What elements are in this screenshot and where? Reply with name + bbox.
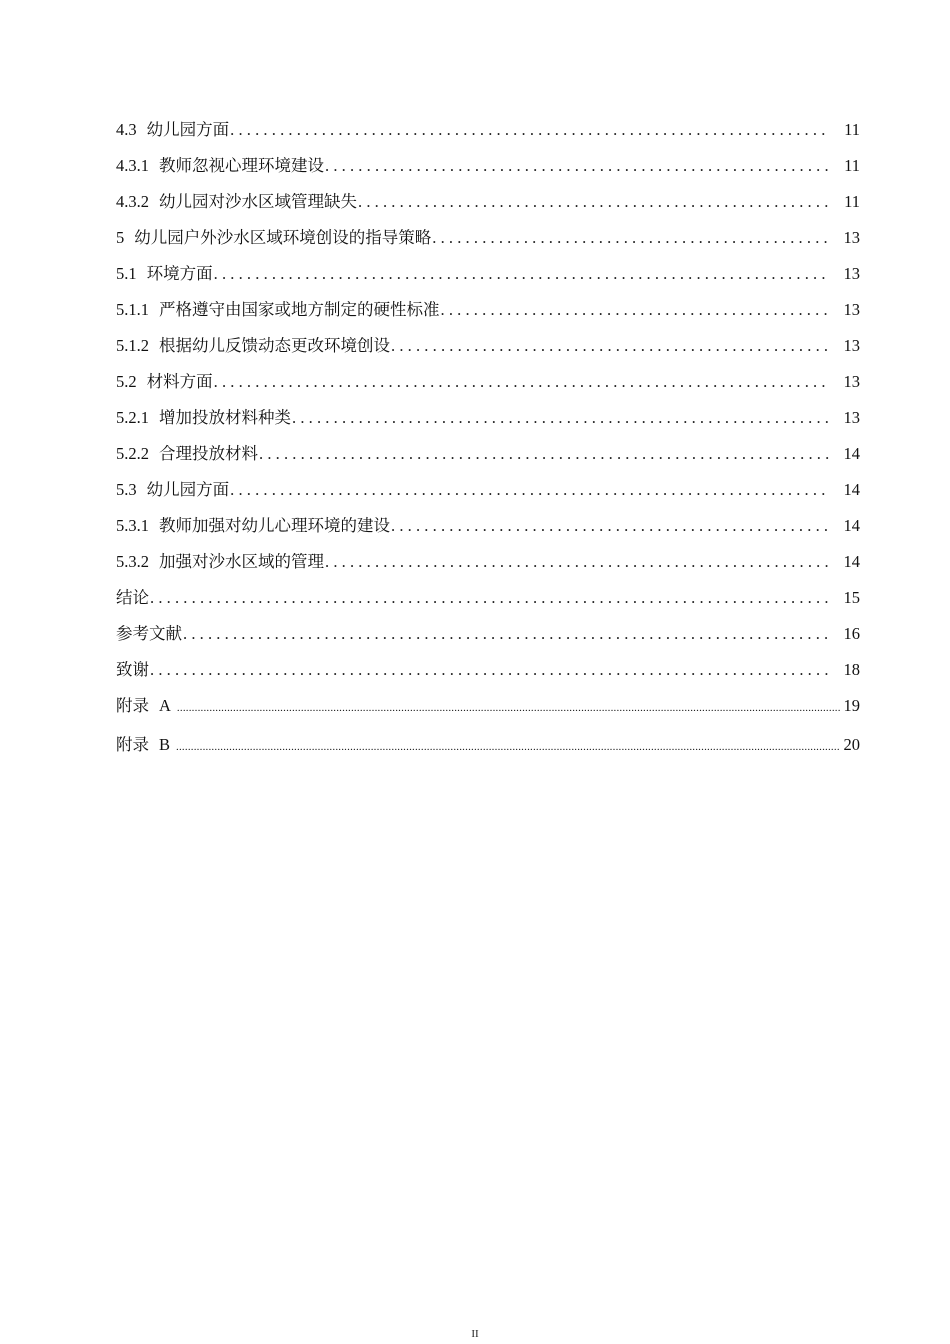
toc-entry[interactable] (116, 694, 860, 733)
toc-entry-page: 13 (843, 228, 860, 247)
toc-entry[interactable] (116, 658, 860, 694)
toc-entry-title: 参考文献 (116, 624, 182, 643)
toc-entry[interactable] (116, 733, 860, 772)
toc-entry-title: 教师忽视心理环境建设 (159, 156, 324, 175)
dot-leader (176, 735, 840, 759)
toc-entry-page: 14 (843, 480, 860, 499)
toc-entry-label (116, 586, 149, 610)
toc-entry-title: 材料方面 (146, 372, 213, 391)
toc-entry-number: 5 (116, 228, 125, 247)
toc-entry[interactable] (116, 586, 860, 622)
toc-entry-page: 11 (844, 192, 860, 211)
toc-entry-number: 附录 (116, 696, 149, 715)
toc-entry-page: 13 (843, 336, 860, 355)
toc-entry-page: 13 (843, 372, 860, 391)
toc-entry-number: 5.3.1 (116, 516, 149, 535)
toc-entry[interactable] (116, 118, 860, 154)
dot-leader (230, 478, 830, 502)
toc-entry-label (116, 694, 171, 718)
dot-leader (325, 550, 830, 574)
page-number: II (471, 1328, 479, 1340)
toc-entry-title: 幼儿园对沙水区域管理缺失 (159, 192, 357, 211)
toc-entry-label (116, 190, 357, 214)
toc-entry-title: 结论 (116, 588, 149, 607)
toc-entry-number: 5.1 (116, 264, 137, 283)
toc-entry[interactable] (116, 406, 860, 442)
dot-leader (150, 658, 830, 682)
dot-leader (441, 298, 831, 322)
dot-leader (259, 442, 830, 466)
dot-leader (230, 118, 830, 142)
toc-entry-number: 4.3.1 (116, 156, 149, 175)
toc-entry-number: 5.2 (116, 372, 137, 391)
toc-entry-number: 4.3 (116, 120, 137, 139)
toc-entry-label (116, 226, 431, 250)
toc-entry-page: 13 (843, 264, 860, 283)
toc-entry[interactable] (116, 226, 860, 262)
toc-entry-title: 合理投放材料 (159, 444, 258, 463)
toc-entry[interactable] (116, 262, 860, 298)
dot-leader (391, 334, 830, 358)
toc-entry-page: 18 (843, 660, 860, 679)
toc-entry-title: 加强对沙水区域的管理 (159, 552, 324, 571)
toc-entry-page: 13 (843, 408, 860, 427)
toc-entry[interactable] (116, 370, 860, 406)
toc-entry-number: 5.2.2 (116, 444, 149, 463)
toc-entry-title: 教师加强对幼儿心理环境的建设 (159, 516, 390, 535)
toc-entry-number: 4.3.2 (116, 192, 149, 211)
dot-leader (150, 586, 830, 610)
dot-leader (358, 190, 830, 214)
toc-entry-page: 13 (843, 300, 860, 319)
toc-entry-label (116, 733, 170, 757)
toc-entry-label (116, 442, 258, 466)
toc-entry-title: 致谢 (116, 660, 149, 679)
toc-entry-number: 5.2.1 (116, 408, 149, 427)
table-of-contents (116, 118, 860, 772)
dot-leader (391, 514, 830, 538)
toc-entry[interactable] (116, 442, 860, 478)
toc-entry-number: 5.1.2 (116, 336, 149, 355)
toc-entry-label (116, 334, 390, 358)
toc-entry-number: 附录 (116, 735, 149, 754)
toc-entry[interactable] (116, 298, 860, 334)
toc-entry-title: 增加投放材料种类 (159, 408, 291, 427)
toc-entry-label (116, 370, 213, 394)
toc-entry-title: 环境方面 (146, 264, 213, 283)
toc-entry-title: 幼儿园方面 (146, 480, 230, 499)
toc-entry[interactable] (116, 622, 860, 658)
toc-entry-number: 5.3 (116, 480, 137, 499)
toc-entry-label (116, 550, 324, 574)
toc-entry[interactable] (116, 514, 860, 550)
dot-leader (292, 406, 830, 430)
toc-entry-label (116, 298, 440, 322)
toc-entry-page: 15 (843, 588, 860, 607)
toc-entry-label (116, 514, 390, 538)
toc-entry-number: 5.1.1 (116, 300, 149, 319)
toc-entry-page: 14 (843, 552, 860, 571)
toc-entry[interactable] (116, 478, 860, 514)
toc-entry-label (116, 622, 182, 646)
toc-entry-label (116, 478, 229, 502)
dot-leader (183, 622, 830, 646)
toc-entry-title: 幼儿园户外沙水区域环境创设的指导策略 (134, 228, 432, 247)
toc-entry[interactable] (116, 550, 860, 586)
toc-entry-page: 14 (843, 444, 860, 463)
toc-entry-title: 幼儿园方面 (146, 120, 230, 139)
toc-entry-title: 严格遵守由国家或地方制定的硬性标准 (159, 300, 440, 319)
toc-entry-page: 14 (843, 516, 860, 535)
dot-leader (432, 226, 830, 250)
toc-entry-page: 19 (843, 696, 860, 715)
dot-leader (325, 154, 830, 178)
toc-entry-page: 11 (844, 120, 860, 139)
toc-entry-title: A (159, 696, 171, 715)
toc-entry-number: 5.3.2 (116, 552, 149, 571)
dot-leader (214, 262, 830, 286)
dot-leader (177, 696, 840, 720)
toc-entry-label (116, 154, 324, 178)
toc-entry-label (116, 118, 229, 142)
toc-entry[interactable] (116, 190, 860, 226)
toc-entry-label (116, 658, 149, 682)
toc-entry-label (116, 262, 213, 286)
toc-entry[interactable] (116, 154, 860, 190)
toc-entry[interactable] (116, 334, 860, 370)
toc-entry-page: 16 (843, 624, 860, 643)
toc-entry-page: 20 (843, 735, 860, 754)
toc-entry-title: 根据幼儿反馈动态更改环境创设 (159, 336, 390, 355)
toc-entry-page: 11 (844, 156, 860, 175)
toc-entry-title: B (159, 735, 171, 754)
toc-entry-label (116, 406, 291, 430)
dot-leader (214, 370, 830, 394)
